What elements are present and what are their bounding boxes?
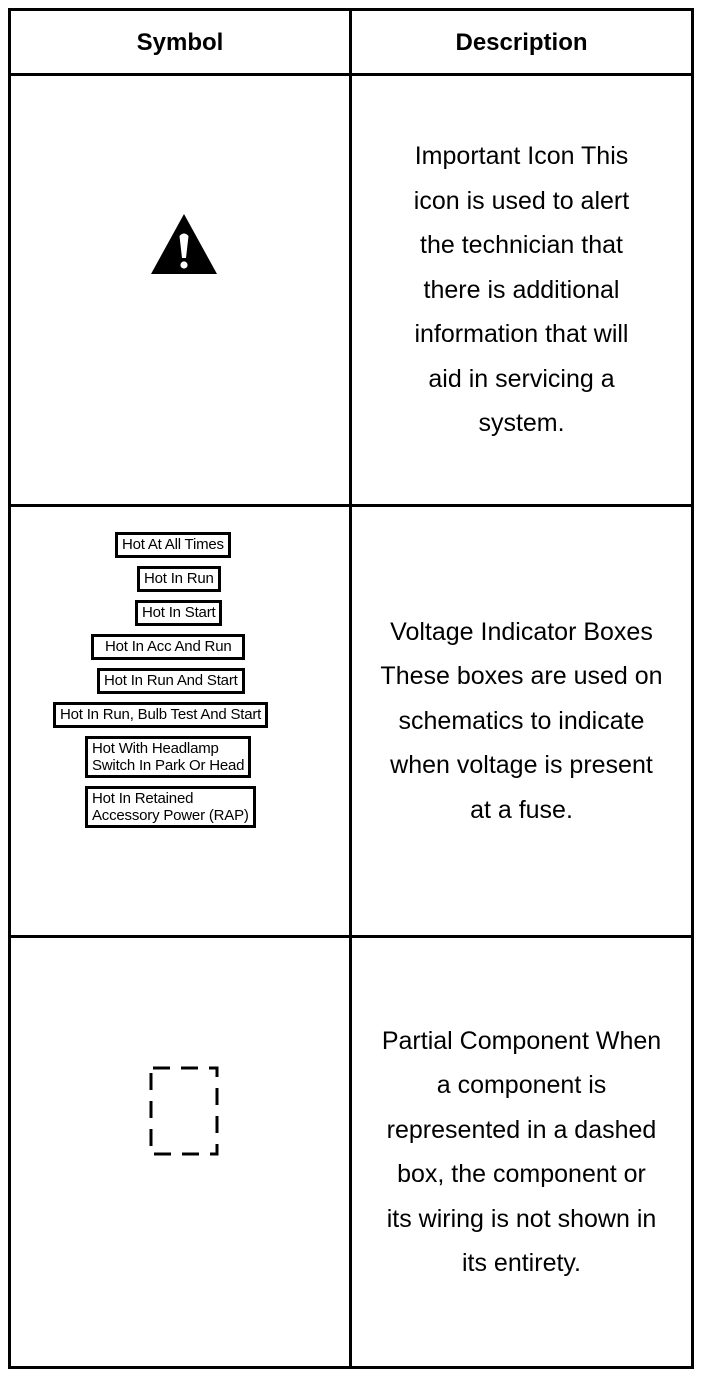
voltage-box-hot-in-run: Hot In Run — [138, 567, 220, 591]
voltage-box-headlamp-line1: Hot With Headlamp — [92, 740, 219, 757]
symbol-cell-important — [11, 76, 349, 504]
description-partial-component-text: Partial Component When a component is represented in a dashed box, the component or its wiring is not shown in its entirety. — [381, 1026, 662, 1277]
voltage-box-headlamp-line2: Switch In Park Or Head — [92, 757, 245, 774]
voltage-box-hot-in-start: Hot In Start — [136, 601, 221, 625]
voltage-box-rap-line2: Accessory Power (RAP) — [92, 807, 249, 824]
voltage-box-hot-in-run-bulb-test-and-start: Hot In Run, Bulb Test And Start — [54, 703, 267, 727]
description-voltage-boxes-text: Voltage Indicator Boxes These boxes are used on schematics to indicate when voltage is present at a fuse. — [380, 617, 663, 824]
header-description: Description — [455, 29, 588, 56]
voltage-box-rap-line1: Hot In Retained — [92, 790, 194, 807]
voltage-box-hot-with-headlamp — [86, 737, 250, 777]
important-warning-triangle-icon — [151, 214, 217, 274]
description-cell-voltage-boxes — [352, 507, 691, 935]
symbol-cell-partial-component — [11, 938, 349, 1366]
description-cell-important — [352, 76, 691, 504]
voltage-box-hot-in-retained-accessory-power — [86, 787, 255, 827]
header-symbol: Symbol — [136, 29, 224, 56]
description-important-text: Important Icon This icon is used to alert the technician that there is additional information that will aid in servicing a system. — [413, 142, 630, 438]
symbol-cell-voltage-boxes — [11, 507, 349, 935]
voltage-box-hot-in-run-and-start: Hot In Run And Start — [98, 669, 244, 693]
voltage-box-hot-in-acc-and-run: Hot In Acc And Run — [92, 635, 244, 659]
description-cell-partial-component — [352, 938, 691, 1366]
voltage-box-hot-at-all-times: Hot At All Times — [116, 533, 230, 557]
dashed-partial-component-icon — [149, 1066, 219, 1156]
